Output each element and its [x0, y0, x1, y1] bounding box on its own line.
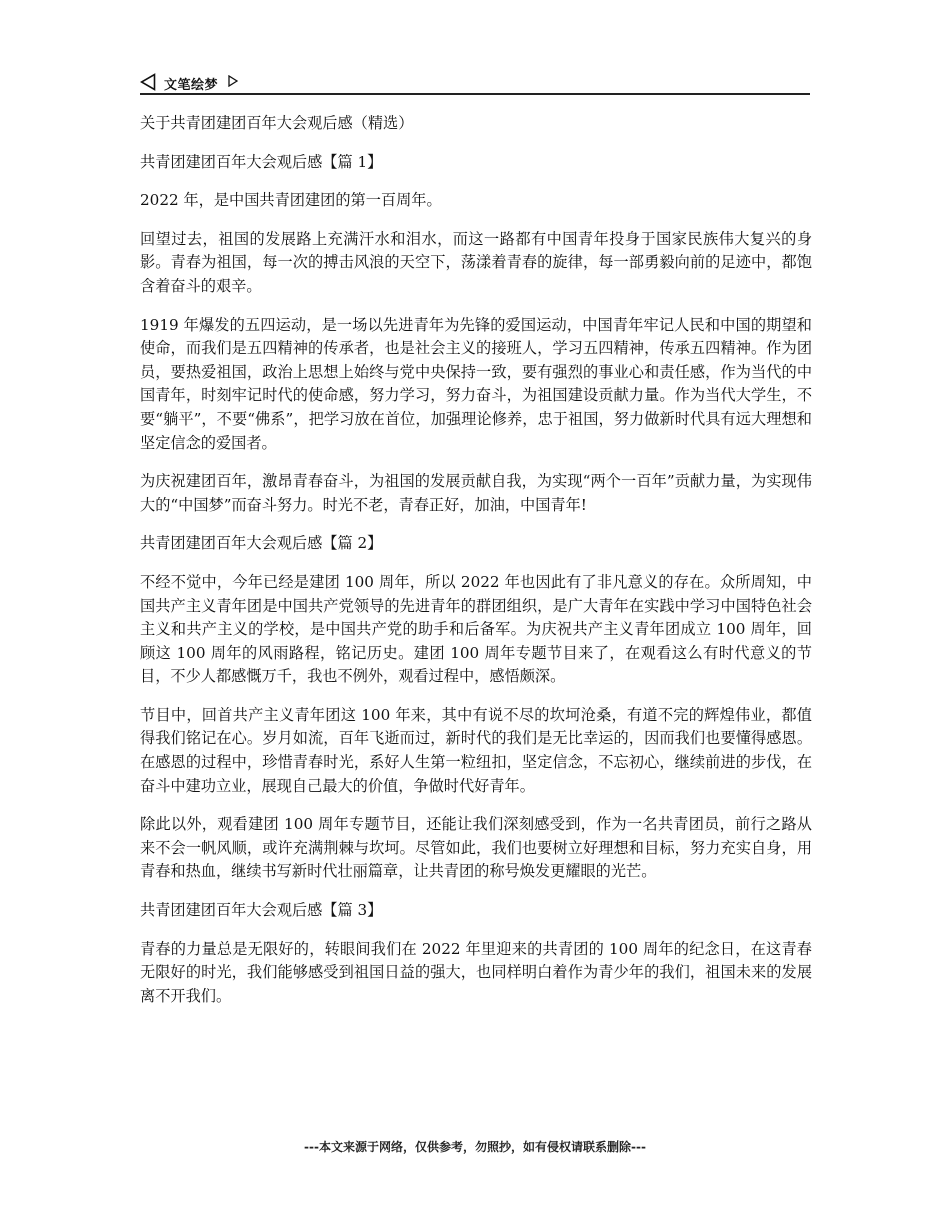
- paragraph: 为庆祝建团百年，激昂青春奋斗，为祖国的发展贡献自我，为实现“两个一百年”贡献力量，为实现伟大的“中国梦”而奋斗努力。时光不老，青春正好，加油，中国青年!: [140, 472, 812, 514]
- paragraph: 回望过去，祖国的发展路上充满汗水和泪水，而这一路都有中国青年投身于国家民族伟大复兴的身影。青春为祖国，每一次的搏击风浪的天空下，荡漾着青春的旋律，每一部勇毅向前的足迹中，都饱含着奋斗的艰辛。: [140, 229, 812, 295]
- paragraph: 1919 年爆发的五四运动，是一场以先进青年为先锋的爱国运动，中国青年牢记人民和中国的期望和使命，而我们是五四精神的传承者，也是社会主义的接班人，学习五四精神，传承五四精神。作为团员，要热爱祖国，政治上思想上始终与党中央保持一致，要有强烈的事业心和责任感，作为当代的中国青年，时刻牢记时代的使命感，努力学习，努力奋斗，为祖国建设贡献力量。作为当代大学生，不要“躺平”，不要“佛系”，把学习放在首位，加强理论修养，忠于祖国，努力做新时代具有远大理想和坚定信念的爱国者。: [140, 315, 812, 452]
- footer-disclaimer: ---本文来源于网络，仅供参考，勿照抄，如有侵权请联系删除---: [304, 1140, 646, 1154]
- outline-left-triangle-icon: [140, 73, 156, 91]
- outline-right-triangle-icon: [228, 75, 238, 87]
- paragraph: 除此以外，观看建团 100 周年专题节目，还能让我们深刻感受到，作为一名共青团员，前行之路从来不会一帆风顺，或许充满荆棘与坎坷。尽管如此，我们也要树立好理想和目标，努力充实自身，用青春和热血，继续书写新时代壮丽篇章，让共青团的称号焕发更耀眼的光芒。: [140, 815, 812, 881]
- paragraph: 2022 年，是中国共青团建团的第一百周年。: [140, 191, 442, 210]
- paragraph: 不经不觉中，今年已经是建团 100 周年，所以 2022 年也因此有了非凡意义的存在。众所周知，中国共产主义青年团是中国共产党领导的先进青年的群团组织，是广大青年在实践中学习中国特色社会主义和共产主义的学校，是中国共产党的助手和后备军。为庆祝共产主义青年团成立 100 周年，回顾这 100 周年的风雨路程，铭记历史。建团 100 周年专题节目来了，在观看这么有时代意义的节目，不少人都感慨万千，我也不例外，观看过程中，感悟颇深。: [140, 572, 812, 686]
- section-heading-1: 共青团建团百年大会观后感【篇 1】: [140, 152, 383, 171]
- page-header: [140, 70, 810, 95]
- document-title: 关于共青团建团百年大会观后感（精选）: [140, 114, 414, 132]
- brand-name: 文笔绘梦: [164, 78, 219, 93]
- paragraph: 节目中，回首共产主义青年团这 100 年来，其中有说不尽的坎坷沧桑，有道不完的辉煌伟业，都值得我们铭记在心。岁月如流，百年飞逝而过，新时代的我们是无比幸运的，因而我们也要懂得感恩。在感恩的过程中，珍惜青春时光，系好人生第一粒纽扣，坚定信念，不忘初心，继续前进的步伐，在奋斗中建功立业，展现自己最大的价值，争做时代好青年。: [140, 705, 812, 795]
- section-heading-2: 共青团建团百年大会观后感【篇 2】: [140, 534, 383, 553]
- section-heading-3: 共青团建团百年大会观后感【篇 3】: [140, 901, 383, 920]
- document-body: [140, 112, 812, 1023]
- paragraph: 青春的力量总是无限好的，转眼间我们在 2022 年里迎来的共青团的 100 周年的纪念日，在这青春无限好的时光，我们能够感受到祖国日益的强大，也同样明白着作为青少年的我们，祖国未来的发展离不开我们。: [140, 939, 812, 1005]
